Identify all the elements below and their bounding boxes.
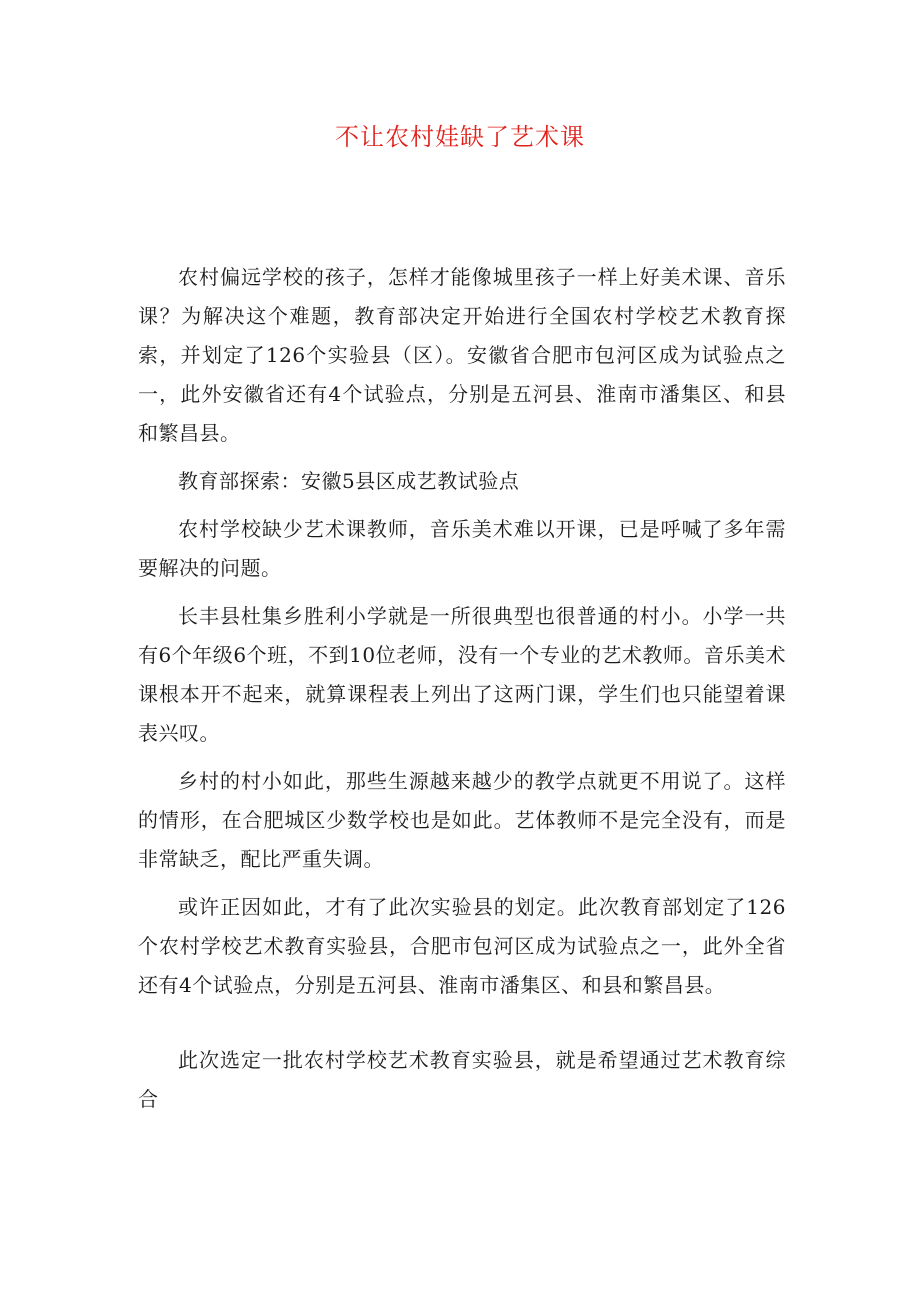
paragraph-teaching-points: 乡村的村小如此，那些生源越来越少的教学点就更不用说了。这样的情形，在合肥城区少数学校也是如此。艺体教师不是完全没有，而是非常缺乏，配比严重失调。 — [138, 769, 786, 871]
paragraph-subheading: 教育部探索：安徽5县区成艺教试验点 — [178, 469, 520, 493]
paragraph-village-school: 长丰县杜集乡胜利小学就是一所很典型也很普通的村小。小学一共有6个年级6个班，不到10位老师，没有一个专业的艺术教师。音乐美术课根本开不起来，就算课程表上列出了这两门课，学生们也只能望着课表兴叹。 — [138, 604, 786, 745]
document-title: 不让农村娃缺了艺术课 — [335, 123, 585, 151]
paragraph-pilot-counties: 或许正因如此，才有了此次实验县的划定。此次教育部划定了126个农村学校艺术教育实验县，合肥市包河区成为试验点之一，此外全省还有4个试验点，分别是五河县、淮南市潘集区、和县和繁昌县。 — [138, 895, 786, 997]
paragraph-intro: 农村偏远学校的孩子，怎样才能像城里孩子一样上好美术课、音乐课？为解决这个难题，教育部决定开始进行全国农村学校艺术教育探索，并划定了126个实验县（区）。安徽省合肥市包河区成为试验点之一，此外安徽省还有4个试验点，分别是五河县、淮南市潘集区、和县和繁昌县。 — [138, 265, 786, 445]
document-body — [138, 258, 786, 1128]
paragraph-teacher-shortage: 农村学校缺少艺术课教师，音乐美术难以开课，已是呼喊了多年需要解决的问题。 — [138, 517, 786, 580]
paragraph-purpose: 此次选定一批农村学校艺术教育实验县，就是希望通过艺术教育综合 — [138, 1048, 786, 1111]
